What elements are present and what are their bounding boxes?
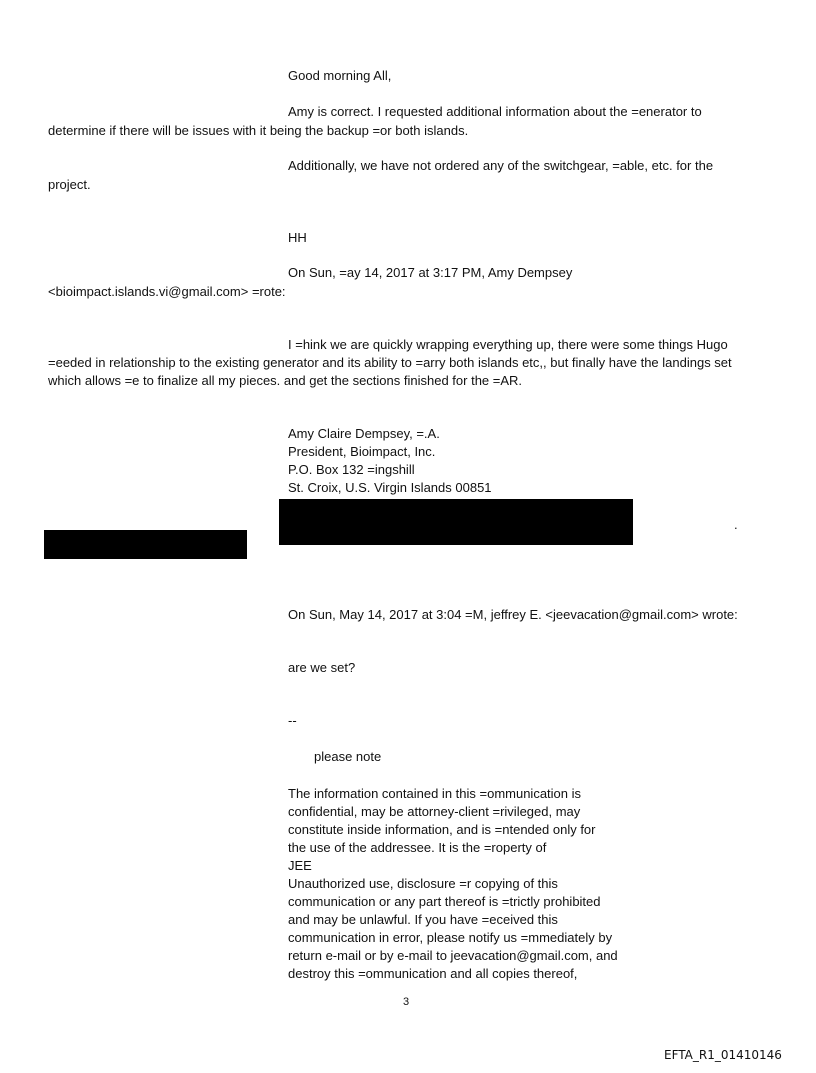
paragraph-2-line-1: Additionally, we have not ordered any of the switchgear, =able, etc. for the xyxy=(288,158,714,173)
paragraph-2-line-2: project. xyxy=(48,177,91,192)
signature-line: P.O. Box 132 =ingshill xyxy=(288,462,415,477)
disclaimer-line: The information contained in this =ommunication is xyxy=(288,786,582,801)
document-id: EFTA_R1_01410146 xyxy=(664,1048,782,1062)
paragraph-1-line-2: determine if there will be issues with it being the backup =or both islands. xyxy=(48,123,469,138)
signature-line: Amy Claire Dempsey, =.A. xyxy=(288,426,440,441)
redaction-box xyxy=(279,499,633,545)
quote-header-1-line-2: <bioimpact.islands.vi@gmail.com> =rote: xyxy=(48,284,286,299)
disclaimer-line: communication or any part thereof is =trictly prohibited xyxy=(288,894,601,909)
redaction-box xyxy=(44,530,247,559)
stray-mark: . xyxy=(734,517,738,532)
quote-header-2: On Sun, May 14, 2017 at 3:04 =M, jeffrey E. <jeevacation@gmail.com> wrote: xyxy=(288,607,738,622)
signature-line: President, Bioimpact, Inc. xyxy=(288,444,436,459)
disclaimer-line: destroy this =ommunication and all copies thereof, xyxy=(288,966,578,981)
quote-header-1-line-1: On Sun, =ay 14, 2017 at 3:17 PM, Amy Dempsey xyxy=(288,265,573,280)
disclaimer-block xyxy=(288,785,618,983)
page-number: 3 xyxy=(403,996,410,1008)
amy-message-line-2: =eeded in relationship to the existing generator and its ability to =arry both islands etc,, but finally have the landings set xyxy=(48,355,732,370)
paragraph-1-line-1: Amy is correct. I requested additional information about the =enerator to xyxy=(288,104,702,119)
signature-separator: -- xyxy=(288,713,297,728)
disclaimer-line: JEE xyxy=(288,858,312,873)
amy-message-line-3: which allows =e to finalize all my pieces. and get the sections finished for the =AR. xyxy=(48,373,523,388)
signoff: HH xyxy=(288,230,307,245)
signature-block xyxy=(288,425,492,497)
note-heading: please note xyxy=(314,749,382,764)
disclaimer-line: the use of the addressee. It is the =roperty of xyxy=(288,840,547,855)
amy-message-line-1: I =hink we are quickly wrapping everything up, there were some things Hugo xyxy=(288,337,728,352)
disclaimer-line: Unauthorized use, disclosure =r copying of this xyxy=(288,876,558,891)
disclaimer-line: communication in error, please notify us =mmediately by xyxy=(288,930,613,945)
question: are we set? xyxy=(288,660,356,675)
disclaimer-line: and may be unlawful. If you have =eceived this xyxy=(288,912,558,927)
disclaimer-line: confidential, may be attorney-client =rivileged, may xyxy=(288,804,581,819)
disclaimer-line: return e-mail or by e-mail to jeevacation@gmail.com, and xyxy=(288,948,618,963)
disclaimer-line: constitute inside information, and is =ntended only for xyxy=(288,822,596,837)
signature-line: St. Croix, U.S. Virgin Islands 00851 xyxy=(288,480,492,495)
greeting: Good morning All, xyxy=(288,68,392,83)
